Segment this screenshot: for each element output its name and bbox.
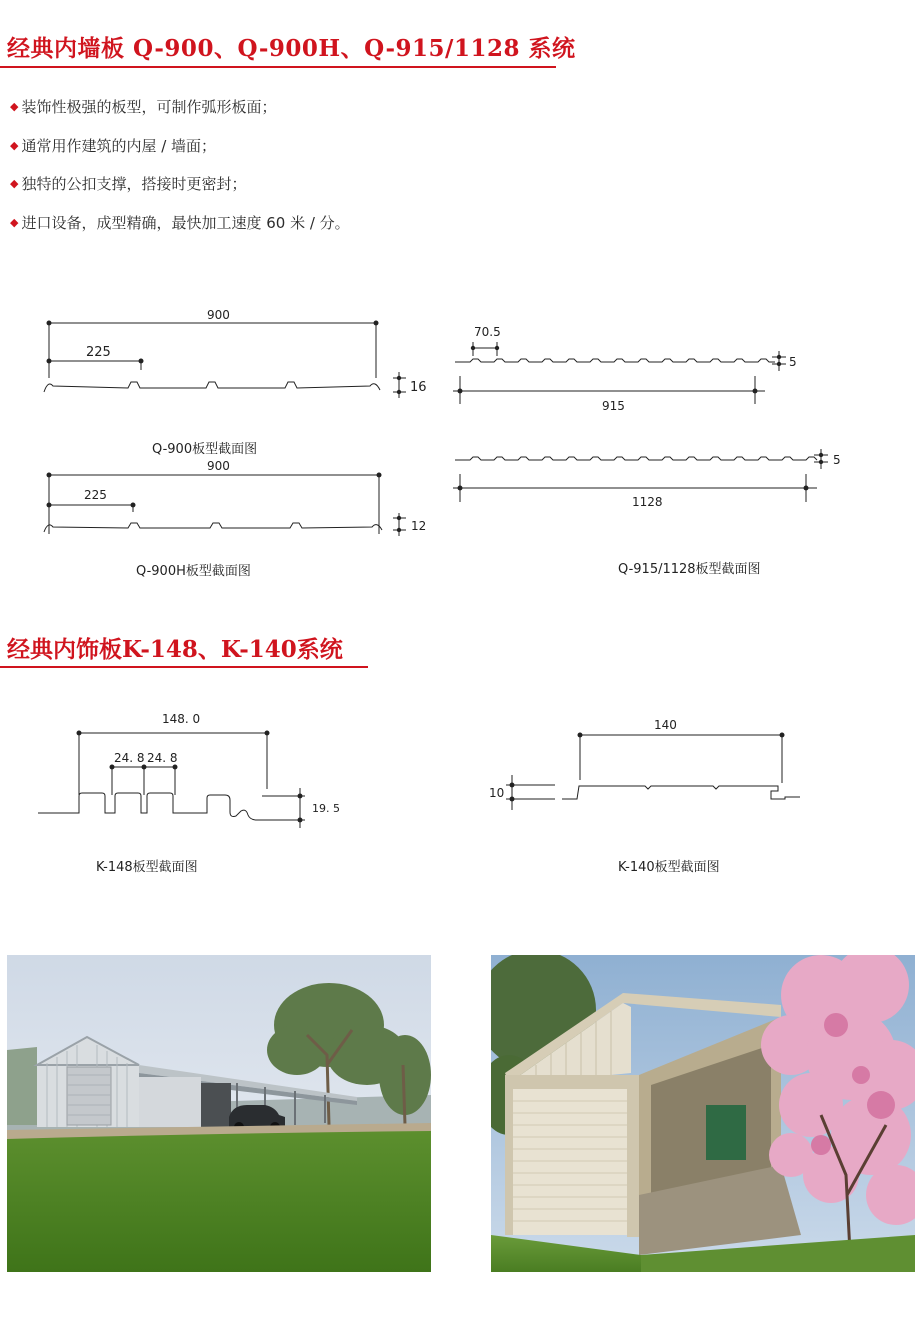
q915-height-label: 5 <box>789 355 797 369</box>
bullet-diamond-icon: ◆ <box>10 100 19 113</box>
q900h-height-label: 12 <box>411 519 427 533</box>
q1128-width-label: 1128 <box>632 495 663 509</box>
k140-caption: K-140板型截面图 <box>618 860 720 875</box>
q900h-width-label: 900 <box>207 459 230 473</box>
garage-with-blossom-tree-photo <box>491 955 915 1272</box>
k148-caption: K-148板型截面图 <box>96 860 198 875</box>
k140-width-label: 140 <box>654 718 677 732</box>
section-title-decor-panels: 经典内饰板K-148、K-140系统 <box>7 636 343 663</box>
k148-rib2-label: 24. 8 <box>147 751 178 765</box>
q900-pitch-label: 225 <box>86 345 111 360</box>
k148-height-label: 19. 5 <box>312 802 340 815</box>
q900h-diagram <box>44 473 406 537</box>
q900h-caption: Q-900H板型截面图 <box>136 564 251 579</box>
feature-item: ◆ 装饰性极强的板型，可制作弧形板面； <box>10 98 277 116</box>
k140-diagram <box>506 733 800 811</box>
bullet-diamond-icon: ◆ <box>10 215 19 229</box>
q900-caption: Q-900板型截面图 <box>152 442 258 457</box>
bullet-diamond-icon: ◆ <box>10 177 19 190</box>
k148-rib1-label: 24. 8 <box>114 751 145 765</box>
q915-1128-caption: Q-915/1128板型截面图 <box>618 562 761 577</box>
warehouse-with-carport-photo <box>7 955 431 1272</box>
section-title-wall-panels: 经典内墙板 Q-900、Q-900H、Q-915/1128 系统 <box>7 35 576 62</box>
q900h-pitch-label: 225 <box>84 488 107 502</box>
q915-width-label: 915 <box>602 399 625 413</box>
q900-width-label: 900 <box>207 308 230 322</box>
feature-item: ◆ 通常用作建筑的内屋 / 墙面； <box>10 136 217 155</box>
bullet-diamond-icon: ◆ <box>10 138 19 152</box>
feature-item: ◆ 进口设备，成型精确，最快加工速度 60 米 / 分。 <box>10 213 350 232</box>
q1128-height-label: 5 <box>833 453 841 467</box>
feature-item: ◆ 独特的公扣支撑，搭接时更密封； <box>10 175 247 193</box>
q915-pitch-label: 70.5 <box>474 325 501 339</box>
k148-diagram <box>38 731 305 829</box>
q900-height-label: 16 <box>410 380 427 395</box>
title-underline <box>0 666 368 668</box>
k140-height-label: 10 <box>489 786 505 800</box>
k148-width-label: 148. 0 <box>162 712 201 726</box>
q915-diagram <box>453 342 786 404</box>
